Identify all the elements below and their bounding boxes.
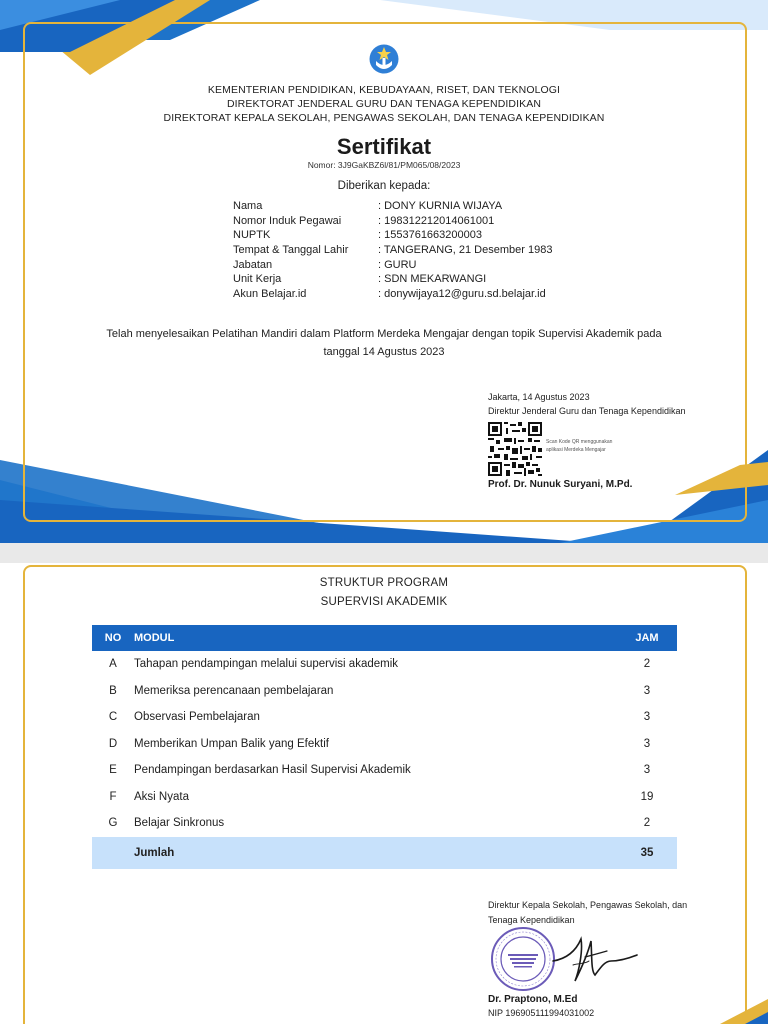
info-label: Tempat & Tanggal Lahir bbox=[233, 244, 349, 257]
table-row bbox=[92, 678, 677, 705]
info-value: : donywijaya12@guru.sd.belajar.id bbox=[378, 288, 546, 301]
info-value: : TANGERANG, 21 Desember 1983 bbox=[378, 244, 553, 257]
signer-name: Prof. Dr. Nunuk Suryani, M.Pd. bbox=[488, 479, 633, 490]
row-modul: Belajar Sinkronus bbox=[134, 817, 225, 830]
row-modul: Memeriksa perencanaan pembelajaran bbox=[134, 684, 334, 697]
info-row-unit bbox=[233, 272, 552, 287]
row-jam: 3 bbox=[643, 764, 651, 777]
row-no: G bbox=[108, 817, 118, 830]
recipient-info bbox=[233, 199, 552, 302]
structure-title-line-2: SUPERVISI AKADEMIK bbox=[320, 596, 448, 608]
row-jam: 3 bbox=[643, 684, 651, 697]
signature-block-1 bbox=[488, 391, 685, 418]
ministry-line-3: DIREKTORAT KEPALA SEKOLAH, PENGAWAS SEKOLAH, DAN TENAGA KEPENDIDIKAN bbox=[163, 112, 605, 124]
row-jam: 2 bbox=[643, 817, 651, 830]
modules-table bbox=[92, 625, 677, 869]
table-total-row bbox=[92, 837, 677, 869]
place-date: Jakarta, 14 Agustus 2023 bbox=[488, 392, 590, 402]
row-no: B bbox=[109, 684, 117, 697]
row-no: C bbox=[108, 711, 118, 724]
row-modul: Aksi Nyata bbox=[134, 790, 189, 803]
total-value: 35 bbox=[640, 846, 654, 859]
info-value: : 1553761663200003 bbox=[378, 229, 482, 242]
signature-block-2 bbox=[488, 898, 718, 928]
structure-page bbox=[0, 563, 768, 1024]
table-row bbox=[92, 757, 677, 784]
given-to-label: Diberikan kepada: bbox=[337, 180, 431, 192]
table-row bbox=[92, 731, 677, 758]
info-row-nip bbox=[233, 214, 552, 229]
signer-position-line-2: Tenaga Kependidikan bbox=[488, 915, 575, 925]
bottom-right-decoration bbox=[700, 994, 768, 1024]
info-row-position bbox=[233, 258, 552, 273]
info-value: : SDN MEKARWANGI bbox=[378, 273, 487, 286]
signer-name-2: Dr. Praptono, M.Ed bbox=[488, 994, 578, 1005]
info-label: Jabatan bbox=[233, 258, 273, 271]
ministry-line-2: DIREKTORAT JENDERAL GURU DAN TENAGA KEPENDIDIKAN bbox=[226, 98, 542, 110]
header-jam: JAM bbox=[635, 632, 659, 644]
info-label: NUPTK bbox=[233, 229, 271, 242]
certificate-number: Nomor: 3J9GaKBZ6l/81/PM065/08/2023 bbox=[307, 160, 461, 170]
signer-nip: NIP 196905111994031002 bbox=[488, 1008, 595, 1018]
table-row bbox=[92, 704, 677, 731]
ministry-line-1: KEMENTERIAN PENDIDIKAN, KEBUDAYAAN, RISET, DAN TEKNOLOGI bbox=[207, 84, 561, 96]
row-no: A bbox=[109, 658, 117, 671]
tut-wuri-handayani-logo bbox=[369, 43, 399, 75]
row-no: D bbox=[108, 737, 118, 750]
info-value: : GURU bbox=[378, 258, 417, 271]
row-jam: 19 bbox=[640, 790, 654, 803]
row-modul: Memberikan Umpan Balik yang Efektif bbox=[134, 737, 329, 750]
description-line-2: tanggal 14 Agustus 2023 bbox=[323, 346, 445, 358]
qr-note bbox=[546, 438, 612, 454]
handwritten-signature bbox=[545, 931, 640, 986]
row-no: F bbox=[109, 790, 117, 803]
structure-title-line-1: STRUKTUR PROGRAM bbox=[319, 577, 449, 589]
row-no: E bbox=[109, 764, 117, 777]
qr-code bbox=[488, 422, 542, 476]
info-value: : DONY KURNIA WIJAYA bbox=[378, 200, 503, 212]
info-row-nuptk bbox=[233, 228, 552, 243]
table-row bbox=[92, 784, 677, 811]
info-row-birth bbox=[233, 243, 552, 258]
info-label: Nomor Induk Pegawai bbox=[233, 214, 342, 227]
qr-note-line-1: Scan Kode QR menggunakan bbox=[546, 439, 613, 445]
header-no: NO bbox=[104, 632, 122, 644]
row-jam: 3 bbox=[643, 737, 651, 750]
signer-position: Direktur Jenderal Guru dan Tenaga Kependidikan bbox=[488, 405, 686, 416]
table-row bbox=[92, 651, 677, 678]
row-modul: Tahapan pendampingan melalui supervisi akademik bbox=[134, 658, 399, 671]
signer-position-line-1: Direktur Kepala Sekolah, Pengawas Sekolah, dan bbox=[488, 900, 688, 910]
info-label: Unit Kerja bbox=[233, 273, 282, 286]
row-jam: 3 bbox=[643, 711, 651, 724]
description-line-1: Telah menyelesaikan Pelatihan Mandiri dalam Platform Merdeka Mengajar dengan topik Supervisi Akademik pada bbox=[106, 328, 662, 340]
certificate-title: Sertifikat bbox=[336, 134, 432, 159]
info-label: Nama bbox=[233, 200, 263, 212]
info-label: Akun Belajar.id bbox=[233, 288, 307, 301]
info-value: : 198312212014061001 bbox=[378, 214, 495, 227]
table-row bbox=[92, 810, 677, 837]
total-label: Jumlah bbox=[134, 846, 175, 859]
info-row-name bbox=[233, 199, 552, 214]
table-header bbox=[92, 625, 677, 651]
qr-note-line-2: aplikasi Merdeka Mengajar bbox=[546, 447, 606, 453]
row-modul: Pendampingan berdasarkan Hasil Supervisi Akademik bbox=[134, 764, 411, 777]
page-separator bbox=[0, 543, 768, 563]
header-modul: MODUL bbox=[134, 632, 175, 644]
info-row-account bbox=[233, 287, 552, 302]
row-modul: Observasi Pembelajaran bbox=[134, 711, 260, 724]
row-jam: 2 bbox=[643, 658, 651, 671]
